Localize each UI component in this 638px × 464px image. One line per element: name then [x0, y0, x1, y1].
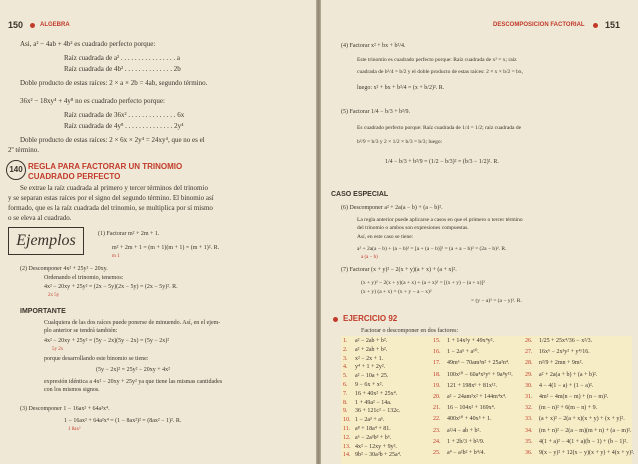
section-number-badge: 140: [6, 160, 26, 180]
header-dot-icon: [30, 23, 35, 28]
exercise-item: [343, 356, 383, 363]
exercise-expression: 1 + 49a² − 14a.: [355, 399, 392, 406]
exercise-number: 2.: [343, 346, 348, 353]
exercise-expression: 9b² − 30a²b + 25a⁴.: [355, 452, 402, 459]
intro-line: Asi, a² − 4ab + 4b² es cuadrado perfecto porque:: [20, 40, 156, 48]
intro-line: 36x² − 18xy⁴ + 4y⁸ no es cuadrado perfecto porque:: [20, 97, 165, 105]
exercise-item: [525, 394, 608, 401]
exercise-expression: x² − 2x + 1.: [355, 355, 384, 362]
example-2-title: (2) Descomponer 4x² + 25y² − 20xy.: [20, 266, 108, 272]
exercise-expression: 121 + 198x⁶ + 81x¹².: [447, 382, 497, 389]
header-dot-icon: [593, 23, 598, 28]
exercise-item: [525, 450, 634, 457]
exercise-expression: y⁴ + 1 + 2y².: [355, 364, 386, 371]
right-page: [321, 0, 638, 464]
example-6-solution: a² + 2a(a − b) + (a − b)² = [a + (a − b)]² = (a + a − b)² = (2a − b)². R.: [357, 246, 507, 252]
exercise-item: [525, 338, 592, 345]
exercise-item: [525, 360, 583, 367]
exercise-expression: 4(1 + a)² − 4(1 + a)(b − 1) + (b − 1)².: [539, 438, 628, 445]
exercise-number: 10.: [343, 417, 351, 424]
important-line: porque desarrollando este binomio se tiene:: [44, 356, 149, 362]
exercise-item: [433, 450, 485, 457]
exercise-number: 9.: [343, 408, 348, 415]
exercise-item: [343, 452, 401, 459]
exercise-expression: a⁶ − 2a³b³ + b⁶.: [355, 434, 392, 441]
exercise-expression: n²/9 + 2mn + 9m².: [539, 360, 583, 367]
exercise-number: 21.: [433, 405, 441, 412]
exercise-item: [343, 347, 387, 354]
example-1-solution: m² + 2m + 1 = (m + 1)(m + 1) = (m + 1)². R.: [112, 245, 220, 251]
exercise-number: 17.: [433, 360, 441, 367]
exercise-item: [343, 417, 384, 424]
exercise-expression: a²/4 − ab + b².: [447, 427, 481, 434]
examples-label-box: Ejemplos: [8, 227, 84, 255]
exercise-number: 28.: [525, 360, 533, 367]
exercise-expression: a⁸ + 18a⁴ + 81.: [355, 426, 391, 432]
exercise-item: [343, 364, 385, 371]
exercise-expression: a² + 2a(a + b) + (a + b)².: [539, 371, 598, 378]
example-7-solution: = (y − a)² = (a − y)². R.: [471, 298, 522, 304]
intro-line: Raíz cuadrada de 4b² . . . . . . . . . . . . . . 2b: [64, 65, 181, 73]
example-6-roots: a (a − b): [361, 255, 378, 260]
exercise-expression: 9 − 6x + x².: [355, 382, 384, 388]
exercise-expression: 1/25 + 25x⁴/36 − x²/3.: [539, 338, 593, 344]
example-4-title: (4) Factorar x² + bx + b²/4.: [341, 43, 406, 49]
page-number-left: 150: [8, 20, 24, 30]
example-6-text: La regla anterior puede aplicarse a casos en que el primero o tercer término: [357, 217, 523, 223]
exercise-expression: (m + n)² − 2(a − m)(m + n) + (a − m)².: [539, 427, 632, 434]
exercise-item: [433, 349, 479, 356]
special-case-label: CASO ESPECIAL: [331, 191, 389, 198]
exercise-expression: 1 − 2a⁵ + a¹⁰.: [447, 349, 479, 356]
example-4-solution: luego: x² + bx + b²/4 = (x + b/2)². R.: [357, 85, 445, 91]
exercise-expression: a⁴ − a²b² + b⁴/4.: [447, 450, 486, 456]
header-title-left: ALGEBRA: [40, 22, 70, 28]
exercise-number: 13.: [343, 443, 351, 450]
exercise-item: [433, 428, 481, 435]
important-line: con los mismos signos.: [44, 387, 100, 393]
exercise-number: 31.: [525, 394, 533, 400]
exercise-item: [525, 383, 593, 390]
exercise-expression: a² − 2ab + b².: [355, 338, 388, 344]
exercise-expression: 100x¹⁰ − 60a⁴x⁵y⁶ + 9a⁸y¹².: [447, 371, 513, 378]
example-3-title: (3) Descomponer 1 − 16ax² + 64a²x⁴.: [20, 406, 110, 412]
example-1-roots: m 1: [112, 254, 120, 259]
exercise-expression: 49m⁶ − 70am³n² + 25a²n⁴.: [447, 360, 510, 367]
exercise-number: 18.: [433, 371, 441, 378]
page-number-right: 151: [605, 20, 621, 30]
exercise-expression: a² − 24am²x² + 144m⁴x⁴.: [447, 394, 507, 400]
example-5-solution: 1/4 − b/3 + b²/9 = (1/2 − b/3)² = (b/3 − 1/2)². R.: [385, 159, 499, 165]
exercise-item: [343, 444, 397, 451]
section-title-cont: CUADRADO PERFECTO: [28, 172, 121, 181]
example-6-text: Así, en este caso se tiene:: [357, 234, 414, 240]
exercise-item: [343, 391, 397, 398]
section-title: REGLA PARA FACTORAR UN TRINOMIO: [28, 162, 183, 171]
important-line: plo anterior se tendrá también:: [44, 328, 118, 334]
example-7-solution: (x + y) (a + x) = (x + y − a − x)²: [361, 289, 432, 295]
exercise-item: [433, 405, 495, 412]
important-line: expresión idéntica a 4x² − 20xy + 25y² ya que tiene las mismas cantidades: [44, 379, 223, 385]
exercise-number: 5.: [343, 373, 348, 380]
exercise-number: 34.: [525, 427, 533, 434]
intro-line: 2º término.: [8, 146, 39, 154]
example-5-title: (5) Factorar 1/4 − b/3 + b²/9.: [341, 109, 411, 115]
exercise-expression: 16 − 104x² + 169x⁴.: [447, 405, 496, 412]
exercise-number: 36.: [525, 450, 533, 456]
example-4-text: cuadrada de b²/4 = b/2 y el doble producto de estas raíces: 2 × x × b/2 = bx,: [357, 69, 524, 75]
exercise-number: 27.: [525, 349, 533, 356]
exercise-item: [525, 372, 597, 379]
exercise-number: 25.: [433, 450, 441, 456]
left-page: [0, 0, 316, 464]
exercise-number: 8.: [343, 399, 348, 406]
exercise-number: 15.: [433, 338, 441, 344]
exercise-expression: (a + x)² − 2(a + x)(x + y) + (x + y)².: [539, 416, 625, 423]
exercise-item: [433, 416, 492, 423]
exercise-expression: 1 − 2a³ + a⁶.: [355, 417, 385, 424]
intro-line: Doble producto de estas raíces: 2 × a × 2b = 4ab, segundo término.: [20, 79, 208, 87]
exercise-expression: 4x² − 12xy + 9y².: [355, 443, 397, 450]
exercise-item: [343, 408, 400, 415]
exercise-expression: 1 + 14x²y + 49x⁴y².: [447, 338, 494, 344]
exercise-expression: 4m² − 4m(n − m) + (n − m)².: [539, 394, 609, 400]
example-6-text: del trinomio o ambos son expresiones compuestas.: [357, 225, 469, 231]
exercise-number: 19.: [433, 382, 441, 389]
exercise-number: 22.: [433, 416, 441, 423]
example-6-title: (6) Descomponer a² + 2a(a − b) + (a − b)².: [341, 205, 443, 211]
exercise-expression: 1 + 2b/3 + b²/9.: [447, 438, 485, 445]
exercise-expression: a² − 10a + 25.: [355, 373, 389, 380]
example-5-text: b²/9 = b/3 y 2 × 1/2 × b/3 = b/3; luego:: [357, 139, 443, 145]
exercise-item: [525, 439, 628, 446]
exercise-number: 4.: [343, 364, 348, 371]
exercise-item: [343, 435, 391, 442]
important-line: 4x² − 20xy + 25y² = (5y − 2x)(5y − 2x) = (5y − 2x)²: [44, 338, 170, 344]
exercise-item: [343, 400, 391, 407]
exercise-item: [343, 338, 387, 345]
exercise-number: 14.: [343, 452, 351, 459]
rule-line: o se eleva al cuadrado.: [8, 214, 72, 222]
intro-line: Raíz cuadrada de 4y⁸ . . . . . . . . . . . . . . 2y⁴: [64, 122, 184, 130]
exercise-item: [433, 394, 507, 401]
intro-line: Raíz cuadrada de 36x² . . . . . . . . . . . . . . 6x: [64, 111, 185, 119]
exercise-item: [433, 439, 484, 446]
exercise-item: [433, 360, 510, 367]
example-2-text: Ordenando el trinomio, tenemos:: [44, 275, 124, 281]
important-line: (5y − 2x)² = 25y² − 20xy + 4x²: [96, 367, 170, 373]
exercise-expression: 9(x − y)² + 12(x − y)(x + y) + 4(x + y)².: [539, 450, 635, 456]
exercise-number: 11.: [343, 426, 351, 432]
exercise-item: [433, 338, 494, 345]
rule-line: formado, que es la raíz cuadrada del trinomio, se multiplica por sí mismo: [8, 204, 213, 212]
exercise-expression: 400x¹⁰ + 40x⁵ + 1.: [447, 416, 492, 423]
exercise-number: 23.: [433, 427, 441, 434]
exercise-expression: 16x⁶ − 2x³y² + y⁴/16.: [539, 349, 590, 356]
exercise-number: 7.: [343, 390, 348, 397]
example-3-solution: 1 − 16ax² + 64a²x⁴ = (1 − 8ax²)² = (8ax² − 1)². R.: [64, 418, 182, 424]
example-2-roots: 2x 5y: [48, 293, 60, 298]
exercise-number: 35.: [525, 438, 533, 445]
exercise-item: [525, 349, 590, 356]
exercise-item: [525, 405, 597, 412]
exercise-marker-icon: [333, 317, 338, 322]
exercise-number: 1.: [343, 338, 348, 344]
exercise-number: 16.: [433, 349, 441, 356]
example-3-roots: 1 8ax²: [68, 427, 81, 432]
exercise-number: 26.: [525, 338, 533, 344]
exercise-number: 12.: [343, 434, 351, 441]
exercise-item: [343, 426, 391, 433]
header-title-right: DESCOMPOSICION FACTORIAL: [493, 22, 585, 28]
exercise-number: 30.: [525, 382, 533, 389]
exercise-item: [343, 373, 388, 380]
exercise-number: 33.: [525, 416, 533, 423]
exercise-expression: 4 − 4(1 − a) + (1 − a)².: [539, 382, 594, 389]
example-4-text: Este trinomio es cuadrado perfecto porque: Raíz cuadrada de x² = x; raíz: [357, 57, 517, 63]
rule-line: y se separan estas raíces por el signo del segundo término. El binomio así: [8, 194, 214, 202]
example-2-solution: 4x² − 20xy + 25y² = (2x − 5y)(2x − 5y) = (2x − 5y)². R.: [44, 284, 178, 290]
rule-line: Se extrae la raíz cuadrada al primero y tercer términos del trinomio: [20, 184, 208, 192]
exercise-expression: 16 + 40x² + 25x⁴.: [355, 390, 398, 397]
exercise-number: 3.: [343, 355, 348, 362]
exercise-item: [433, 383, 497, 390]
exercise-number: 29.: [525, 371, 533, 378]
exercise-item: [433, 372, 513, 379]
example-7-solution: (x + y)² − 2(x + y)(a + x) + (a + x)² = [(x + y) − (a + x)]²: [361, 280, 485, 286]
exercise-number: 6.: [343, 382, 348, 388]
intro-line: Raíz cuadrada de a² . . . . . . . . . . . . . . . . a: [64, 54, 181, 62]
exercise-expression: (m − n)² + 6(m − n) + 9.: [539, 405, 598, 412]
exercise-number: 20.: [433, 394, 441, 400]
exercise-item: [343, 382, 383, 389]
important-line: Cualquiera de las dos raíces puede ponerse de minuendo. Así, en el ejem-: [44, 320, 221, 326]
important-roots: 5y 2x: [52, 347, 64, 352]
exercise-item: [525, 416, 625, 423]
exercise-number: 32.: [525, 405, 533, 412]
example-7-title: (7) Factorar (x + y)² − 2(x + y)(a + x) + (a + x)².: [341, 267, 457, 273]
exercise-number: 24.: [433, 438, 441, 445]
intro-line: Doble producto de estas raíces: 2 × 6x × 2y⁴ = 24xy⁴, que no es el: [20, 136, 205, 144]
important-label: IMPORTANTE: [20, 308, 66, 315]
exercise-instruction: Factorar o descomponer en dos factores:: [361, 328, 459, 334]
example-1-title: (1) Factorar m² + 2m + 1.: [98, 231, 160, 237]
exercise-expression: 36 + 121c² − 132c.: [355, 408, 401, 415]
example-5-text: Es cuadrado perfecto porque: Raíz cuadrada de 1/4 = 1/2; raíz cuadrada de: [357, 125, 522, 131]
exercise-item: [525, 428, 631, 435]
exercise-expression: a² + 2ab + b².: [355, 346, 388, 353]
exercise-title: EJERCICIO 92: [343, 314, 398, 323]
